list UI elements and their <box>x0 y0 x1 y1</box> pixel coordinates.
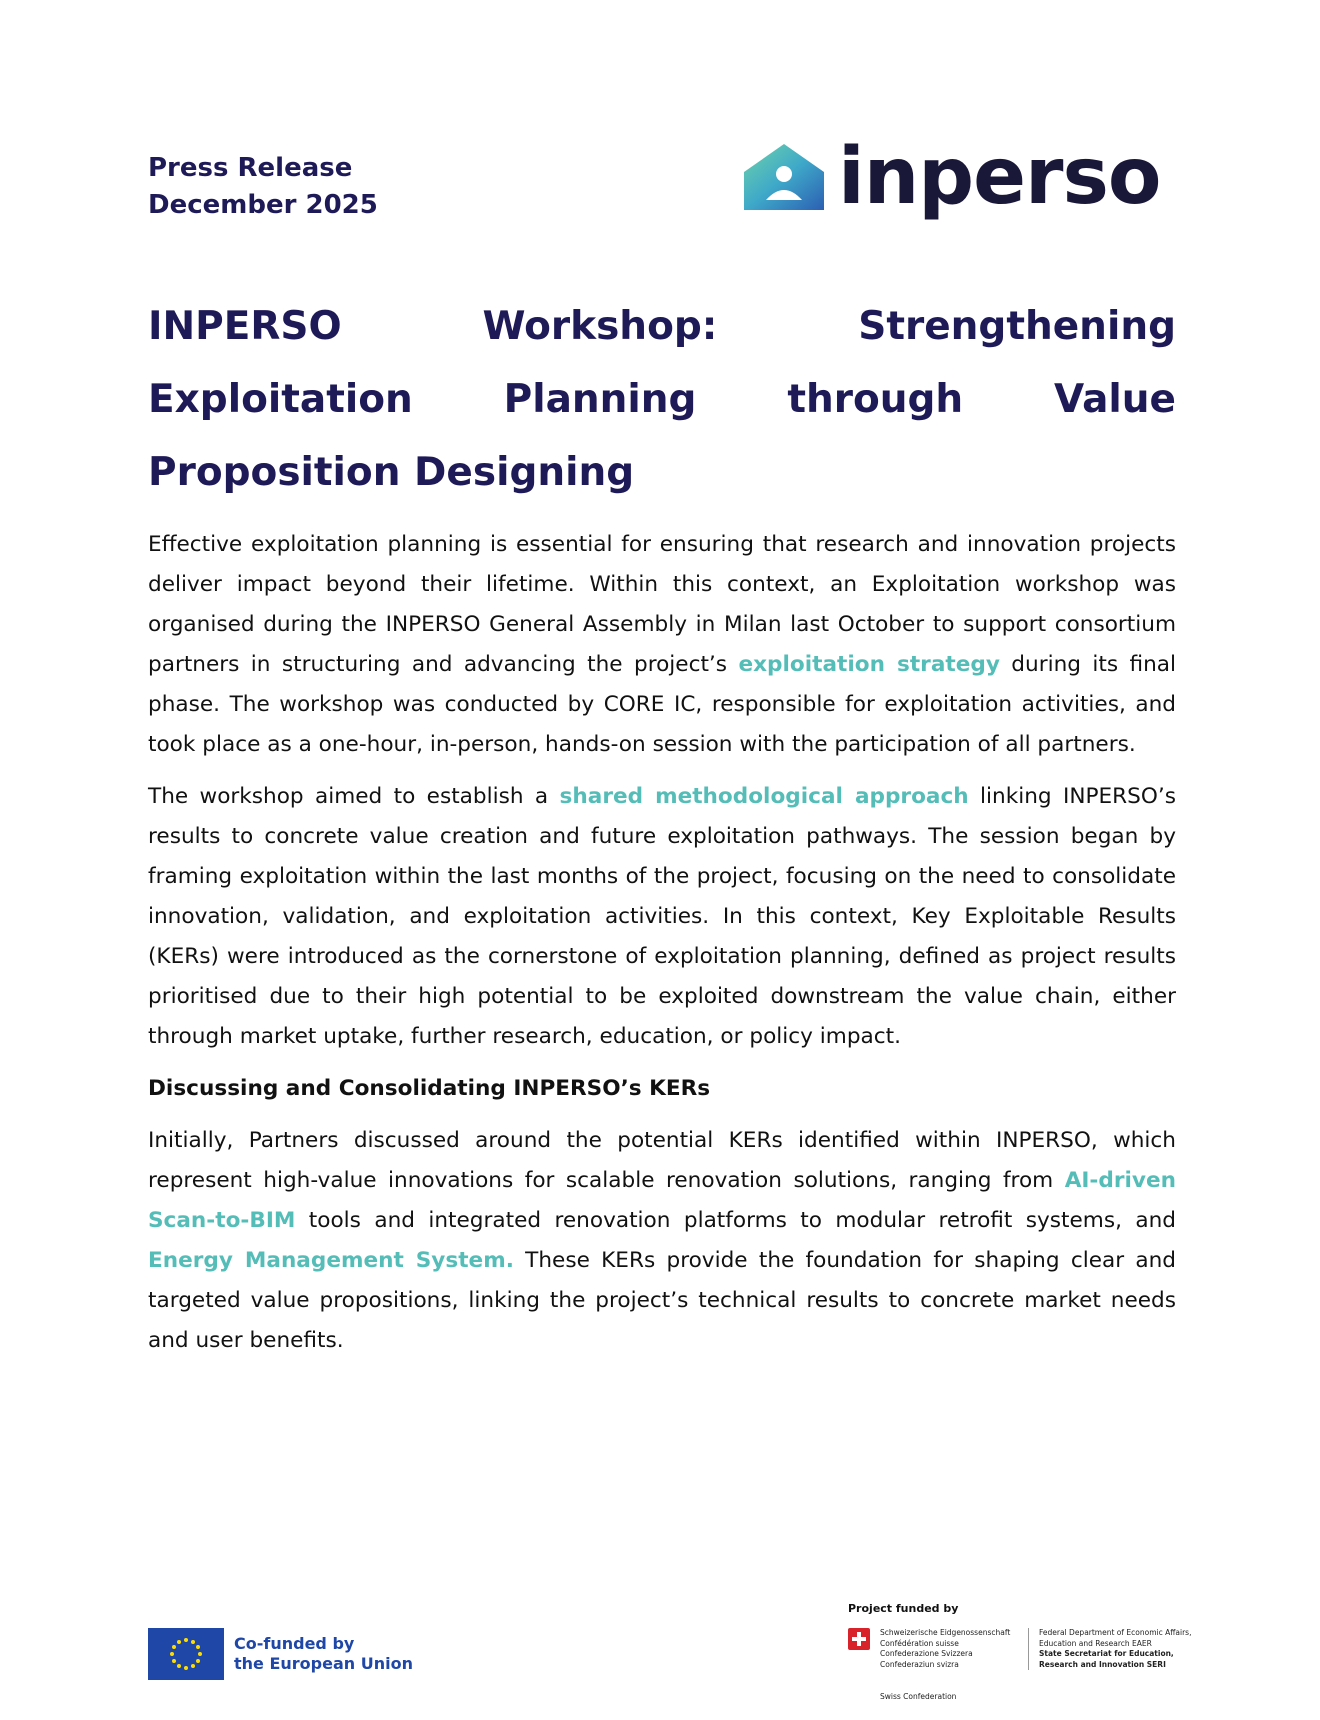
swiss-department-names: Federal Department of Economic Affairs, Education and Research EAER State Secretariat for Education, Research and Innovation SERI <box>1039 1628 1192 1669</box>
highlight-exploitation-strategy: exploitation strategy <box>738 652 1000 677</box>
swiss-confederation-names: Schweizerische Eidgenossenschaft Confédération suisse Confederazione Svizzera Confederaziun svizra <box>880 1628 1029 1670</box>
highlight-ai-scan-to-bim: AI-driven Scan-to-BIM <box>148 1168 1176 1233</box>
swiss-confederation-label: Swiss Confederation <box>880 1692 957 1701</box>
highlight-shared-approach: shared methodological approach <box>559 784 969 809</box>
article-body <box>148 525 1176 1373</box>
eu-cofunded-text: Co-funded by the European Union <box>234 1634 413 1673</box>
inperso-logo <box>742 132 1161 222</box>
swiss-cross-icon <box>848 1628 870 1650</box>
release-date: December 2025 <box>148 190 378 220</box>
house-person-icon <box>742 142 826 212</box>
eu-cofunded-logo <box>148 1628 413 1680</box>
page-title: INPERSO Workshop: Strengthening Exploitation Planning through Value Proposition Designing <box>148 304 1176 495</box>
highlight-energy-management: Energy Management System. <box>148 1248 514 1273</box>
swiss-funding-logo <box>848 1628 1199 1670</box>
eu-flag-icon <box>148 1628 224 1680</box>
press-release-header <box>148 150 378 224</box>
project-funded-label: Project funded by <box>848 1602 959 1615</box>
paragraph-kers: Initially, Partners discussed around the potential KERs identified within INPERSO, which represent high-value innovations for scalable renovation solutions, ranging from AI-driven Scan-to-BIM tools and integrated renovation platforms to modular retrofit systems, and Energy Management System. These KERs provide the foundation for shaping clear and targeted value propositions, linking the project’s technical results to concrete market needs and user benefits. <box>148 1128 1176 1353</box>
logo-wordmark: inperso <box>838 132 1161 222</box>
press-release-label: Press Release <box>148 153 353 183</box>
paragraph-intro: Effective exploitation planning is essential for ensuring that research and innovation projects deliver impact beyond their lifetime. Within this context, an Exploitation workshop was organised during the INPERSO General Assembly in Milan last October to support consortium partners in structuring and advancing the project’s exploitation strategy during its final phase. The workshop was conducted by CORE IC, responsible for exploitation activities, and took place as a one-hour, in-person, hands-on session with the participation of all partners. <box>148 532 1176 757</box>
paragraph-workshop-aim: The workshop aimed to establish a shared methodological approach linking INPERSO’s results to concrete value creation and future exploitation pathways. The session began by framing exploitation within the last months of the project, focusing on the need to consolidate innovation, validation, and exploitation activities. In this context, Key Exploitable Results (KERs) were introduced as the cornerstone of exploitation planning, defined as project results prioritised due to their high potential to be exploited downstream the value chain, either through market uptake, further research, education, or policy impact. <box>148 784 1176 1049</box>
section-subheading: Discussing and Consolidating INPERSO’s KERs <box>148 1076 711 1101</box>
